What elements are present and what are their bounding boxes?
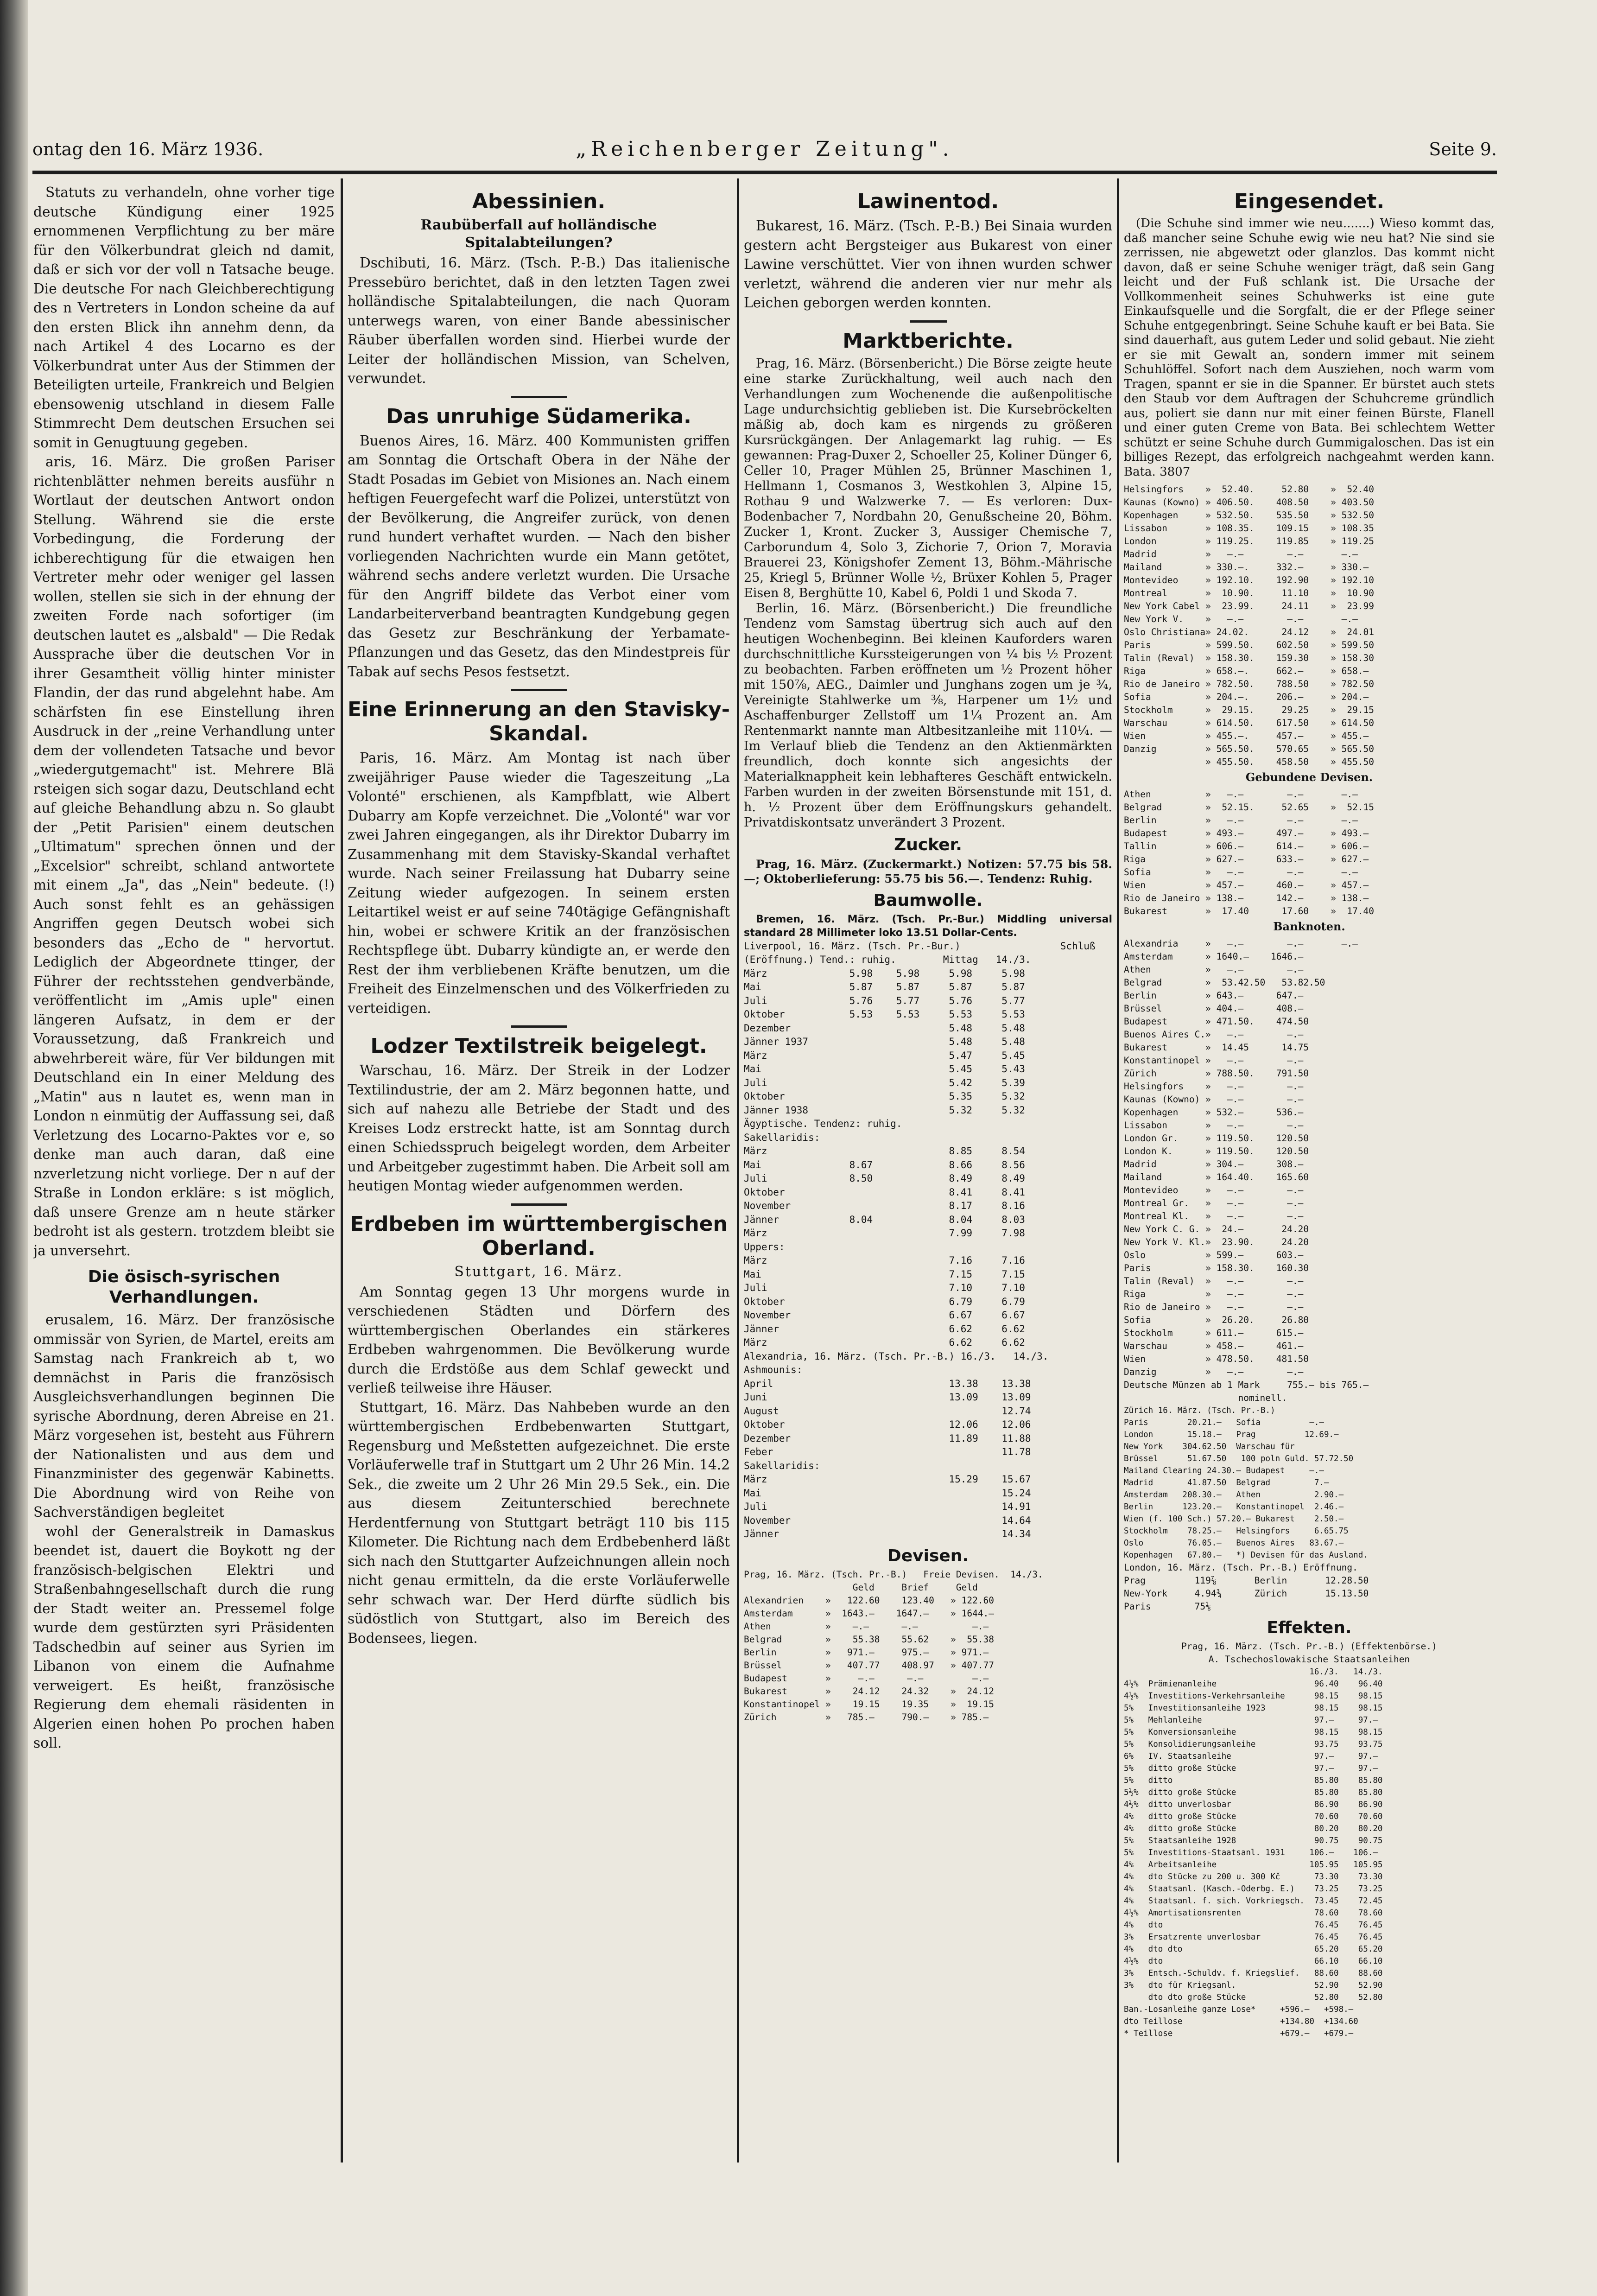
article-text: erusalem, 16. März. Der französische ommissär von Syrien, de Martel, ereits am Samstag nach Frankreich ab t, wo demnächst in Paris die französisch Ausgleichsverhandlungen beginnen Die syrische Abordnung, deren Abreise en 21. März vorgesehen ist, besteht aus Führern der Nationalisten und aus dem und Finanzminister des gegenwär Kabinetts. Die Abordnung wird von Reihe von Sachverständigen begleitet	[33, 1312, 335, 1520]
price-table: Alexandria, 16. März. (Tsch. Pr.-B.) 16./3. 14./3. Ashmounis: April 13.38 13.38 Juni 13.09 13.09 August 12.74 Oktober 12.06 12.06 Dezember 11.89 11.88 Feber 11.78 Sakellaridis: März 15.29 15.67 Mai 15.24 Juli 14.91 November 14.64 Jänner 14.34	[744, 1350, 1049, 1539]
article-headline: Eine Erinnerung an den Stavisky-Skandal.	[348, 698, 730, 745]
article-headline: Das unruhige Südamerika.	[386, 404, 691, 428]
article-text: Am Sonntag gegen 13 Uhr morgens wurde in verschiedenen Städten und Dörfern des württembergischen Oberlandes ein stärkeres Erdbeben wahrgenommen. Die Bevölkerung wurde durch die Erdstöße aus dem Schlaf geweckt und verließ teilweise ihre Häuser.	[348, 1284, 730, 1396]
column-3	[744, 183, 1112, 2176]
currency-table: Prag, 16. März. (Tsch. Pr.-B.) Freie Devisen. 14./3. Geld Brief Geld Alexandrien » 122.60 123.40 » 122.60 Amsterdam » 1643.— 1647.— » 1644.— Athen » —.— —.— —.— Belgrad » 55.38 55.62 » 55.38 Berlin » 971.— 975.— » 971.— Brüssel » 407.77 408.97 » 407.77 Budapest » —.— —.— —.— Bukarest » 24.12 24.32 » 24.12 Konstantinopel » 19.15 19.35 » 19.15 Zürich » 785.— 790.— » 785.—	[744, 1569, 1043, 1723]
article-text: Bukarest, 16. März. (Tsch. P.-B.) Bei Sinaia wurden gestern acht Bergsteiger aus Bukarest von einer Lawine verschüttet. Vier von ihnen wurden schwer verletzt, während die anderen vier nur mehr als Leichen geborgen werden konnten.	[744, 218, 1112, 311]
article-text: Warschau, 16. März. Der Streik in der Lodzer Textilindustrie, der am 2. März begonnen hatte, und sich auf nahezu alle Betriebe der Stadt und des Kreises Lodz erstreckt hatte, ist am Sonntag durch einen Schiedsspruch beigelegt worden, dem Arbeiter und Arbeitgeber zugestimmt haben. Die Arbeit soll am heutigen Montag wieder aufgenommen werden.	[348, 1062, 730, 1194]
separator	[910, 320, 947, 323]
separator	[511, 396, 567, 398]
article-headline: Eingesendet.	[1234, 190, 1385, 213]
article-text: aris, 16. März. Die großen Pariser richtenblätter nehmen bereits ausführ n Wortlaut der deutschen Antwort ondon Stellung. Während sie die erste Vorbedingung, die Forderung der ichberechtigung für die etwaigen hen Vertreter mehr oder weniger gel lassen wollen, stellen sie sich in der ehnung der zweiten Forde nach sofortiger (im deutschen lautet es „alsbald" — Die Redak Aussprache über die deutschen Vor in ihrer Gesamtheit völlig hinter minister Flandin, der das rund abgelehnt habe. Am schärfsten fin ese Einstellung ihren Ausdruck in der „reine Verhandlung unter dem der vollendeten Tatsache und bevor „wiedergutgemacht" ist. Mehrere Blä rsteigen sich sogar dazu, Deutschland echt auf gleiche Behandlung abzu n. So glaubt der „Petit Parisien" einem deutschen „Ultimatum" sprechen önnen und der „Excelsior" schreibt, schland antwortete mit einem „Ja", das „Nein" bedeute. (!) Auch sonst fehlt es an gehässigen Angriffen gegen Deutsch wobei sich besonders das „Echo de " hervortut. Lediglich der Abgeordnete ttinger, der Führer der rechtsstehen gendverbände, veröffentlicht im „Amis uple" einen längeren Aufsatz, in dem er der Voraussetzung, daß Frankreich und abwehrbereit wäre, für Ver bildungen mit Deutschland ein In einer Meldung des „Matin" aus n lautet es, wenn man in London n einmütig der Auffassung sei, daß Verletzung des Locarno-Paktes vor e, so denke man auch daran, daß eine nzverletzung nicht vorliege. Der n auf der Straße in London erkläre: s ist möglich, daß unsere Grenze am n heute stärker bedroht ist als gestern. trotzdem bleibt sie ja unversehrt.	[33, 454, 335, 1259]
section-subheadline: Gebundene Devisen.	[1245, 770, 1373, 784]
page-header	[32, 134, 1497, 167]
column-2	[348, 183, 730, 2176]
header-paper-title: „Reichenberger Zeitung".	[576, 137, 954, 161]
header-rule	[32, 171, 1497, 174]
article-headline: Die ösisch-syrischen Verhandlungen.	[88, 1267, 280, 1307]
article-subheadline: Raubüberfall auf holländische Spitalabteilungen?	[420, 217, 657, 251]
currency-table: Helsingfors » 52.40. 52.80 » 52.40 Kaunas (Kowno) » 406.50. 408.50 » 403.50 Kopenhagen » 532.50. 535.50 » 532.50 Lissabon » 108.35. 109.15 » 108.35 London » 119.25. 119.85 » 119.25 Madrid » —.— —.— —.— Mailand » 330.—. 332.— » 330.— Montevideo » 192.10. 192.90 » 192.10 Montreal » 10.90. 11.10 » 10.90 New York Cabel » 23.99. 24.11 » 23.99 New York V. » —.— —.— —.— Oslo Christiana» 24.02. 24.12 » 24.01 Paris » 599.50. 602.50 » 599.50 Talin (Reval) » 158.30. 159.30 » 158.30 Riga » 658.—. 662.— » 658.— Rio de Janeiro » 782.50. 788.50 » 782.50 Sofia » 204.—. 206.— » 204.— Stockholm » 29.15. 29.25 » 29.15 Warschau » 614.50. 617.50 » 614.50 Wien » 455.—. 457.— » 455.— Danzig » 565.50. 570.65 » 565.50 » 455.50. 458.50 » 455.50	[1124, 484, 1375, 767]
coin-quote: Deutsche Münzen ab 1 Mark 755.— bis 765.— nominell.	[1124, 1380, 1369, 1403]
article-text: Stuttgart, 16. März. Das Nahbeben wurde an den württembergischen Erdbebenwarten Stuttgart, Regensburg und Meßstetten aufgezeichnet. Die erste Vorläuferwelle traf in Stuttgart um 2 Uhr 26 Min. 14.2 Sek., die zweite um 2 Uhr 26 Min 29.5 Sek., ein. Die aus diesem Zeitunterschied berechnete Herdentfernung von Stuttgart beträgt 110 bis 115 Kilometer. Die Richtung nach dem Erdbebenherd läßt sich nach den Stuttgarter Aufzeichnungen allein noch nicht genau ermitteln, da die erste Vorläuferwelle sehr schwach war. Der Herd dürfte südlich bis südöstlich von Stuttgart, also im Bereich des Bodensees, liegen.	[348, 1399, 730, 1646]
currency-table: Athen » —.— —.— —.— Belgrad » 52.15. 52.65 » 52.15 Berlin » —.— —.— —.— Budapest » 493.— 497.— » 493.— Tallin » 606.— 614.— » 606.— Riga » 627.— 633.— » 627.— Sofia » —.— —.— —.— Wien » 457.— 460.— » 457.— Rio de Janeiro » 138.— 142.— » 138.— Bukarest » 17.40 17.60 » 17.40	[1124, 789, 1375, 916]
column-divider	[1117, 178, 1119, 2162]
column-4	[1124, 183, 1495, 2176]
market-report: Prag, 16. März. (Zuckermarkt.) Notizen: 57.75 bis 58.—; Oktoberlieferung: 55.75 bis 56.—. Tendenz: Ruhig.	[744, 857, 1112, 885]
column-divider	[737, 178, 739, 2162]
column-divider	[341, 178, 343, 2162]
page-binding-edge	[0, 0, 28, 2296]
article-text: Buenos Aires, 16. März. 400 Kommunisten griffen am Sonntag die Ortschaft Obera in der Nähe der Stadt Posadas im Gebiet von Misiones an. Nach einem heftigen Feuergefecht warf die Polizei, unterstützt von der Bevölkerung, die Angreifer zurück, von denen rund hundert verhaftet wurden. — Nach den bisher vorliegenden Nachrichten wurde ein Mann getötet, während sechs andere verletzt wurden. Die Ursache für den Angriff bildete das Verbot einer vom Landarbeiterverband beantragten Kundgebung gegen das Gesetz zur Beschränkung der Yerbamate-Pflanzungen und das Gesetz, das den Mindestpreis für Tabak auf sechs Pesos festsetzt.	[348, 432, 730, 680]
article-headline: Lawinentod.	[857, 190, 999, 213]
market-report: Prag, 16. März. (Börsenbericht.) Die Börse zeigte heute eine starke Zurückhaltung, weil auch nach den Verhandlungen zum Wochenende die außenpolitische Lage undurchsichtig geblieben ist. Die Kursebröckelten mäßig ab, doch kam es nirgends zu größeren Kursrückgängen. Der Anlagemarkt lag ruhig. — Es gewannen: Prag-Duxer 2, Schoeller 25, Koliner Dünger 6, Celler 10, Prager Mühlen 25, Brünner Maschinen 1, Hellmann 1, Cosmanos 3, Westkohlen 3, Alpine 15, Rothau 9 und Walzwerke 7. — Es verloren: Dux-Bodenbacher 7, Nordbahn 20, Genußscheine 20, Böhm. Zucker 1, Kront. Zucker 3, Aussiger Chemische 7, Carborundum 4, Solo 3, Zichorie 7, Orion 7, Moravia Brauerei 23, Königshofer Zement 13, Böhm.-Mährische 25, Kriegl 5, Brünner Wolle ½, Brüxer Kohlen 5, Prager Eisen 8, Berghütte 10, Kabel 6, Poldi 1 und Skoda 7.	[744, 356, 1112, 600]
section-headline: Devisen.	[887, 1546, 969, 1565]
article-headline: Abessinien.	[472, 190, 606, 213]
column-1	[33, 183, 335, 2176]
market-headline: Marktberichte.	[843, 329, 1014, 353]
advertisement-text: (Die Schuhe sind immer wie neu.......) Wieso kommt das, daß mancher seine Schuhe ewig wie neu hat? Nie sind sie zerrissen, nie abgewetzt oder glanzlos. Das kommt nicht davon, daß er seine Schuhe weniger trägt, daß sein Gang leicht und der Fuß schlank ist. Die Ursache der Vollkommenheit seines Schuhwerks ist eine gute Einkaufsquelle und die Sorgfalt, die er der Pflege seiner Schuhe entgegenbringt. Seine Schuhe kauft er bei Bata. Sie sind dauerhaft, aus gutem Leder und solid gebaut. Nie zieht er sie mit Gewalt an, sondern immer mit seinem Schuhlöffel. Sofort nach dem Ausziehen, noch warm vom Tragen, spannt er sie in die Spanner. Er bürstet auch stets den Staub vor dem Auftragen der Schuhcreme gründlich aus, poliert sie dann nur mit einer feinen Bürste, Flanell und einer guten Creme von Bata. Bei schlechtem Wetter schützt er seine Schuhe durch Gummigaloschen. Das ist ein billiges Rezept, das erfolgreich nachgeahmt werden kann. Bata. 3807	[1124, 216, 1495, 479]
securities-table: 16./3. 14./3. 4½% Prämienanleihe 96.40 96.40 4½% Investitions-Verkehrsanleihe 98.15 98.15 5% Investitionsanleihe 1923 98.15 98.15 5% Mehlanleihe 97.— 97.— 5% Konversionsanleihe 98.15 98.15 5% Konsolidierungsanleihe 93.75 93.75 6% IV. Staatsanleihe 97.— 97.— 5% ditto große Stücke 97.— 97.— 5% ditto 85.80 85.80 5½% ditto große Stücke 85.80 85.80 4½% ditto unverlosbar 86.90 86.90 4% ditto große Stücke 70.60 70.60 4% ditto große Stücke 80.20 80.20 5% Staatsanleihe 1928 90.75 90.75 5% Investitions-Staatsanl. 1931 106.— 106.— 4% Arbeitsanleihe 105.95 105.95 4% dto Stücke zu 200 u. 300 Kč 73.30 73.30 4% Staatsanl. (Kasch.-Oderbg. E.) 73.25 73.25 4% Staatsanl. f. sich. Vorkriegsch. 73.45 72.45 4½% Amortisationsrenten 78.60 78.60 4% dto 76.45 76.45 3% Ersatzrente unverlosbar 76.45 76.45 4% dto dto 65.20 65.20 4½% dto 66.10 66.10 3% Entsch.-Schuldv. f. Kriegslief. 88.60 88.60 3% dto für Kriegsanl. 52.90 52.90 dto dto große Stücke 52.80 52.80 Ban.-Losanleihe ganze Lose* +596.— +598.— dto Teillose +134.80 +134.60 * Teillose +679.— +679.—	[1124, 1667, 1383, 2038]
section-headline: Zucker.	[894, 835, 962, 854]
section-subheadline: Banknoten.	[1273, 920, 1345, 933]
banknote-table: Alexandria » —.— —.— —.— Amsterdam » 1640.— 1646.— Athen » —.— —.— Belgrad » 53.42.50 53.82.50 Berlin » 643.— 647.— Brüssel » 404.— 408.— Budapest » 471.50. 474.50 Buenos Aires C.» —.— —.— Bukarest » 14.45 14.75 Konstantinopel » —.— —.— Zürich » 788.50. 791.50 Helsingfors » —.— —.— Kaunas (Kowno) » —.— —.— Kopenhagen » 532.— 536.— Lissabon » —.— —.— London Gr. » 119.50. 120.50 London K. » 119.50. 120.50 Madrid » 304.— 308.— Mailand » 164.40. 165.60 Montevideo » —.— —.— Montreal Gr. » —.— —.— Montreal Kl. » —.— —.— New York C. G. » 24.— 24.20 New York V. Kl.» 23.90. 24.20 Oslo » 599.— 603.— Paris » 158.30. 160.30 Talin (Reval) » —.— —.— Riga » —.— —.— Rio de Janeiro » —.— —.— Sofia » 26.20. 26.80 Stockholm » 611.— 615.— Warschau » 458.— 461.— Wien » 478.50. 481.50 Danzig » —.— —.—	[1124, 938, 1358, 1377]
header-page-number: Seite 9.	[1429, 139, 1497, 159]
separator	[511, 1203, 567, 1206]
zurich-table: Zürich 16. März. (Tsch. Pr.-B.) Paris 20.21.— Sofia —.— London 15.18.— Prag 12.69.— New York 304.62.50 Warschau für Brüssel 51.67.50 100 poln Guld. 57.72.50 Mailand Clearing 24.30.— Budapest —.— Madrid 41.87.50 Belgrad 7.— Amsterdam 208.30.— Athen 2.90.— Berlin 123.20.— Konstantinopel 2.46.— Wien (f. 100 Sch.) 57.20.— Bukarest 2.50.— Stockholm 78.25.— Helsingfors 6.65.75 Oslo 76.05.— Buenos Aires 83.67.— Kopenhagen 67.80.— *) Devisen für das Ausland.	[1124, 1406, 1368, 1560]
section-subheadline: Prag, 16. März. (Tsch. Pr.-B.) (Effektenbörse.) A. Tschechoslowakische Staatsanleihen	[1181, 1641, 1437, 1665]
market-report: Bremen, 16. März. (Tsch. Pr.-Bur.) Middling universal standard 28 Millimeter loko 13.51 Dollar-Cents.	[744, 913, 1112, 939]
separator	[511, 689, 567, 691]
article-text: Dschibuti, 16. März. (Tsch. P.-B.) Das italienische Pressebüro berichtet, daß in den letzten Tagen zwei holländische Spitalabteilungen, die nach Quoram unterwegs waren, von einer Bande abessinischer Räuber überfallen worden sind. Hierbei wurde der Leiter der holländischen Mission, van Schelven, verwundet.	[348, 255, 730, 386]
london-table: London, 16. März. (Tsch. Pr.-B.) Eröffnung. Prag 119⅞ Berlin 12.28.50 New-York 4.94¾ Zürich 15.13.50 Paris 75⅛	[1124, 1562, 1369, 1612]
article-dateline: Stuttgart, 16. März.	[454, 1263, 623, 1280]
article-text: Paris, 16. März. Am Montag ist nach über zweijähriger Pause wieder die Tageszeitung „La Volonté" erschienen, als Kampfblatt, wie Albert Dubarry am Kopfe verzeichnet. Die „Volonté" war vor zwei Jahren eingegangen, als ihr Direktor Dubarry im Zusammenhang mit dem Stavisky-Skandal verhaftet wurde. Nach seiner Freilassung hat Dubarry seine Zeitung wieder aufgezogen. In seinem ersten Leitartikel weist er auf seine 740tägige Gefängnishaft hin, wobei er schwere Kritik an der französischen Rechtspflege übt. Dubarry kündigte an, er werde den Rest der ihm verbliebenen Kräfte benutzen, um die Freiheit des Einzelmenschen und des Völkerfrieden zu verteidigen.	[348, 750, 730, 1016]
price-table: Ägyptische. Tendenz: ruhig. Sakellaridis: März 8.85 8.54 Mai 8.67 8.66 8.56 Juli 8.50 8.49 8.49 Oktober 8.41 8.41 November 8.17 8.16 Jänner 8.04 8.04 8.03 März 7.99 7.98 Uppers: März 7.16 7.16 Mai 7.15 7.15 Juli 7.10 7.10 Oktober 6.79 6.79 November 6.67 6.67 Jänner 6.62 6.62 März 6.62 6.62	[744, 1118, 1025, 1348]
article-text: wohl der Generalstreik in Damaskus beendet ist, dauert die Boykott ng der französisch-belgischen Elektri und Straßenbahngesellschaft durch die rung der Stadt weiter an. Pressemel folge wurde dem gestürzten syri Präsidenten Tadschedbin auf seiner aus Syrien im Libanon von einem die Aufnahme verweigert. Es heißt, französische Regierung dem ehemali räsidenten in Algerien einen hohen Po prochen haben soll.	[33, 1523, 335, 1751]
price-table: Liverpool, 16. März. (Tsch. Pr.-Bur.) Schluß (Eröffnung.) Tend.: ruhig. Mittag 14./3. März 5.98 5.98 5.98 5.98 Mai 5.87 5.87 5.87 5.87 Juli 5.76 5.77 5.76 5.77 Oktober 5.53 5.53 5.53 5.53 Dezember 5.48 5.48 Jänner 1937 5.48 5.48 März 5.47 5.45 Mai 5.45 5.43 Juli 5.42 5.39 Oktober 5.35 5.32 Jänner 1938 5.32 5.32	[744, 940, 1096, 1116]
article-headline: Erdbeben im württembergischen Oberland.	[350, 1212, 728, 1260]
separator	[511, 1025, 567, 1028]
section-headline: Baumwolle.	[873, 890, 983, 910]
section-headline: Effekten.	[1267, 1618, 1352, 1637]
header-date: ontag den 16. März 1936.	[32, 139, 264, 159]
market-report: Berlin, 16. März. (Börsenbericht.) Die freundliche Tendenz vom Samstag übertrug sich auch auf den heutigen Wochenbeginn. Bei kleinen Kauforders waren durchschnittliche Kurssteigerungen von ¼ bis ½ Prozent zu beobachten. Farben eröffneten um ½ Prozent höher mit 150⅞, AEG., Daimler und Junghans zogen um je ¾, Vereinigte Stahlwerke um ⅜, Harpener um 1½ und Aschaffenburger Zellstoff um 1¼ Prozent an. Am Rentenmarkt nannte man Altbesitzanleihe mit 110¼. — Im Verlauf blieb die Tendenz an den Aktienmärkten freundlich, doch konnte sich angesichts der Materialknappheit kein lebhafteres Geschäft entwickeln. Farben wurden in der zweiten Börsenstunde mit 151, d. h. ½ Prozent über dem Eröffnungskurs gehandelt. Privatdiskontsatz unverändert 3 Prozent.	[744, 601, 1112, 830]
article-text: Statuts zu verhandeln, ohne vorher tige deutsche Kündigung einer 1925 ernommenen Verpflichtung zu ber märe für den Völkerbundrat gleich nd damit, daß er sich vor der voll n Tatsache beuge. Die deutsche For nach Gleichberechtigung des n Vertreters in London scheine da auf den ersten Blick ihn annehm denn, da nach Artikel 4 des Locarno es der Völkerbundrat unter Aus der Stimmen der Beteiligten urteile, Frankreich und Belgien ebensowenig utschland in diesem Falle Stimmrecht Dem deutschen Ersuchen sei somit in Genugtuung gegeben.	[33, 184, 335, 451]
article-headline: Lodzer Textilstreik beigelegt.	[370, 1034, 707, 1058]
